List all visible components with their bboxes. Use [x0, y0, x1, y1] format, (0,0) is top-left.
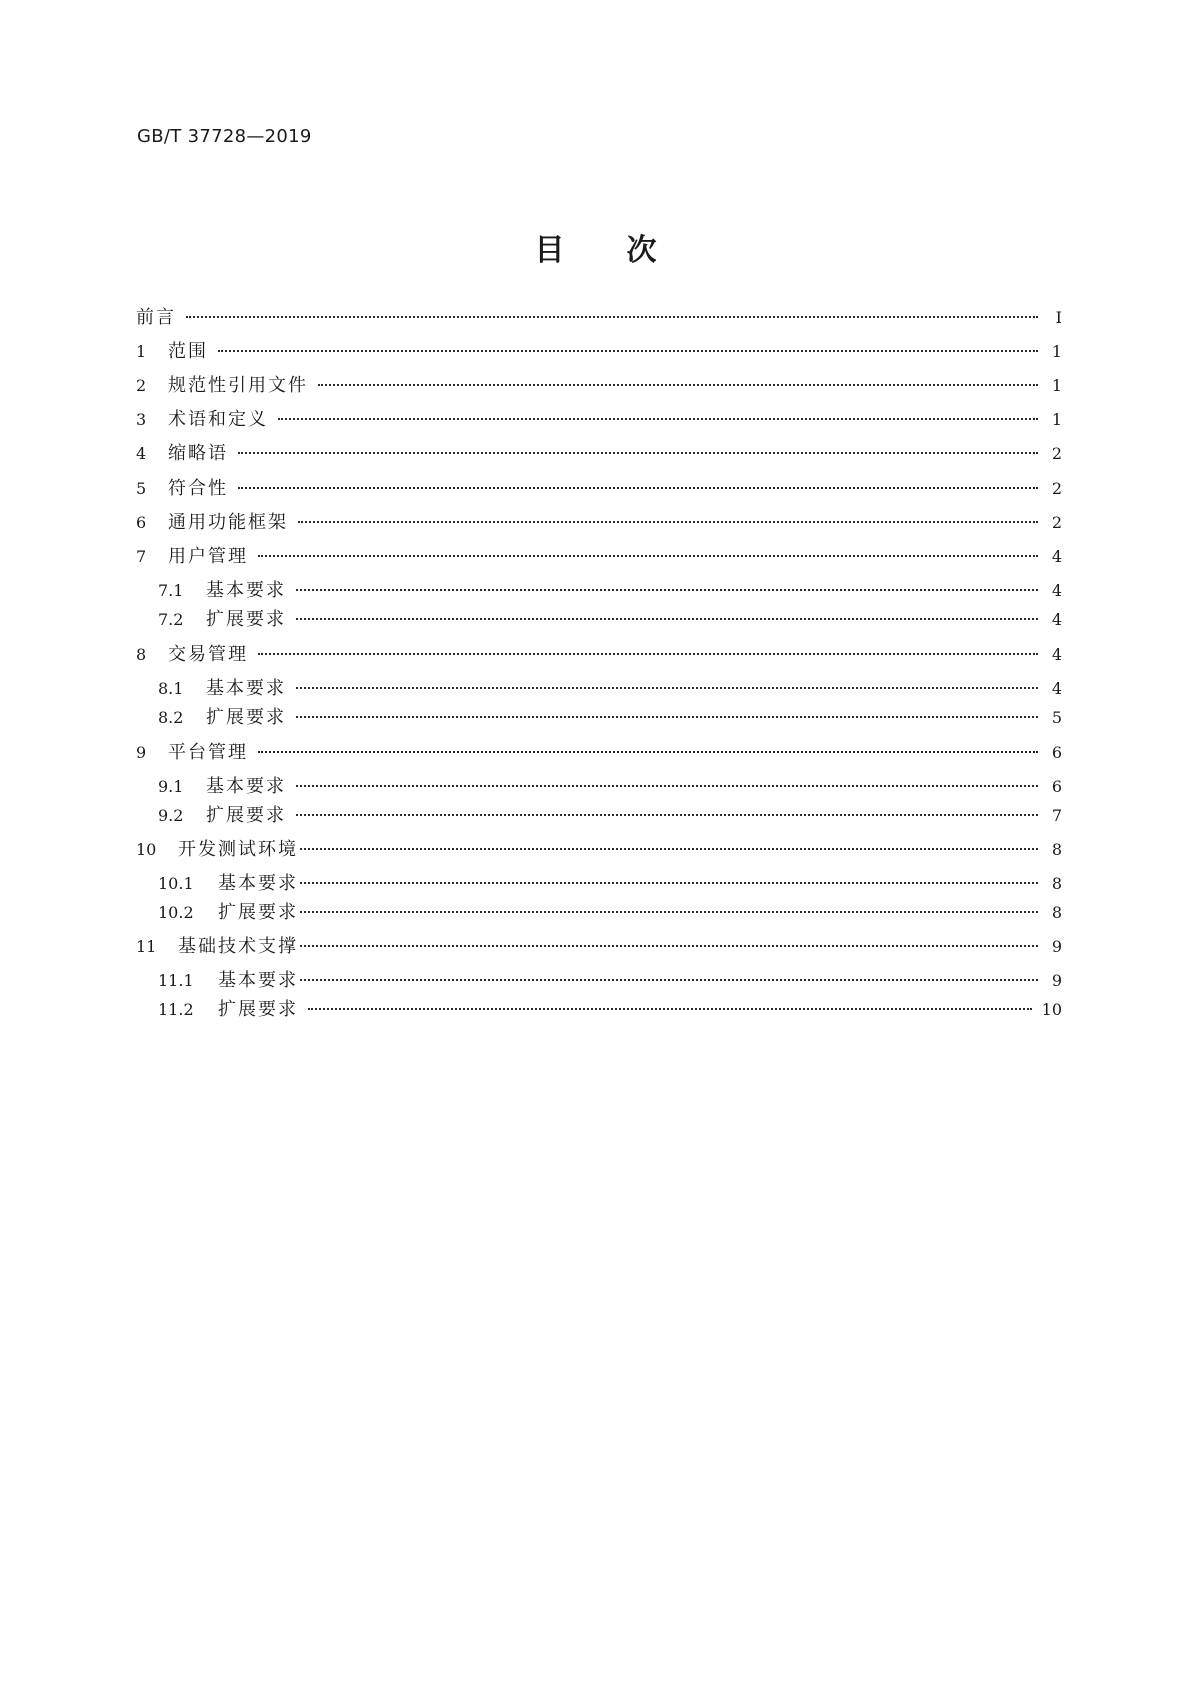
toc-entry[interactable]: [136, 407, 1062, 433]
toc-entry-page: 4: [1051, 610, 1062, 629]
toc-entry-label: 术语和定义: [168, 409, 268, 430]
toc-dot-leader: [298, 520, 1038, 523]
toc-entry-number: 7.2: [158, 610, 184, 629]
toc-entry-label: 扩展要求: [218, 999, 298, 1020]
toc-entry-number: 10: [136, 840, 157, 859]
toc-entry[interactable]: [136, 740, 1062, 766]
toc-dot-leader: [296, 784, 1038, 787]
toc-entry-number: 11.2: [158, 1000, 194, 1019]
toc-entry[interactable]: [158, 900, 1062, 926]
toc-entry-page: 4: [1051, 645, 1062, 664]
toc-entry-label: 基本要求: [218, 873, 298, 894]
toc-entry-number: 10.1: [158, 874, 194, 893]
toc-dot-leader: [300, 881, 1038, 884]
toc-dot-leader: [296, 715, 1038, 718]
toc-dot-leader: [218, 349, 1038, 352]
toc-entry-page: 2: [1051, 444, 1062, 463]
toc-entry[interactable]: [158, 803, 1062, 829]
toc-entry-page: 4: [1051, 547, 1062, 566]
toc-dot-leader: [300, 944, 1038, 947]
toc-entry-label: 基本要求: [218, 970, 298, 991]
toc-entry-page: 6: [1051, 743, 1062, 762]
toc-entry-page: 2: [1051, 479, 1062, 498]
toc-entry-label: 前言: [136, 307, 176, 328]
toc-entry-label: 基本要求: [206, 678, 286, 699]
toc-entry-number: 11.1: [158, 971, 194, 990]
toc-entry-label: 基本要求: [206, 776, 286, 797]
toc-entry[interactable]: [136, 934, 1062, 960]
toc-entry-label: 扩展要求: [206, 609, 286, 630]
toc-entry-number: 11: [136, 937, 157, 956]
toc-entry[interactable]: [136, 837, 1062, 863]
toc-dot-leader: [300, 847, 1038, 850]
toc-dot-leader: [258, 652, 1038, 655]
toc-entry-page: 4: [1051, 679, 1062, 698]
toc-entry-page: 7: [1051, 806, 1062, 825]
toc-entry-page: 8: [1051, 874, 1062, 893]
toc-entry-number: 9: [136, 743, 147, 762]
toc-entry-label: 交易管理: [168, 644, 248, 665]
toc-dot-leader: [308, 1007, 1032, 1010]
toc-entry-number: 1: [136, 342, 147, 361]
toc-entry-label: 用户管理: [168, 546, 248, 567]
toc-entry-page: 1: [1051, 410, 1062, 429]
toc-dot-leader: [318, 383, 1038, 386]
toc-entry[interactable]: [136, 339, 1062, 365]
toc-entry-label: 缩略语: [168, 443, 228, 464]
toc-entry-number: 9.2: [158, 806, 184, 825]
toc-entry[interactable]: [136, 373, 1062, 399]
toc-entry-label: 扩展要求: [218, 902, 298, 923]
toc-entry-page: 4: [1051, 581, 1062, 600]
toc-entry[interactable]: [136, 544, 1062, 570]
toc-entry-page: Ⅰ: [1055, 308, 1062, 327]
toc-entry[interactable]: [136, 476, 1062, 502]
toc-entry-number: 8: [136, 645, 147, 664]
toc-entry[interactable]: [158, 705, 1062, 731]
toc-entry[interactable]: [158, 774, 1062, 800]
toc-entry-page: 9: [1051, 937, 1062, 956]
toc-entry-page: 2: [1051, 513, 1062, 532]
toc-entry-label: 通用功能框架: [168, 512, 288, 533]
toc-entry-label: 扩展要求: [206, 805, 286, 826]
toc-entry[interactable]: [158, 578, 1062, 604]
toc-dot-leader: [296, 813, 1038, 816]
toc-dot-leader: [300, 978, 1038, 981]
toc-dot-leader: [258, 554, 1038, 557]
toc-entry-number: 4: [136, 444, 147, 463]
toc-entry-label: 基本要求: [206, 580, 286, 601]
toc-entry[interactable]: [136, 510, 1062, 536]
toc-entry-number: 7.1: [158, 581, 184, 600]
toc-entry-page: 6: [1051, 777, 1062, 796]
toc-entry[interactable]: [158, 607, 1062, 633]
toc-title: 目次: [534, 233, 719, 268]
document-code: GB/T 37728—2019: [137, 126, 312, 147]
toc-entry-number: 7: [136, 547, 147, 566]
toc-dot-leader: [278, 417, 1038, 420]
toc-dot-leader: [238, 451, 1038, 454]
toc-entry-page: 8: [1051, 840, 1062, 859]
toc-dot-leader: [300, 910, 1038, 913]
toc-entry-page: 10: [1041, 1000, 1062, 1019]
toc-entry-number: 3: [136, 410, 147, 429]
toc-dot-leader: [296, 617, 1038, 620]
toc-entry-page: 1: [1051, 376, 1062, 395]
toc-entry[interactable]: [136, 441, 1062, 467]
toc-entry-label: 符合性: [168, 478, 228, 499]
toc-entry-label: 范围: [168, 341, 208, 362]
toc-entry-page: 9: [1051, 971, 1062, 990]
toc-entry-label: 平台管理: [168, 742, 248, 763]
toc-entry[interactable]: [158, 968, 1062, 994]
toc-dot-leader: [296, 686, 1038, 689]
toc-dot-leader: [186, 315, 1038, 318]
toc-entry-number: 6: [136, 513, 147, 532]
toc-dot-leader: [238, 486, 1038, 489]
toc-entry-label: 规范性引用文件: [168, 375, 308, 396]
toc-entry-number: 2: [136, 376, 147, 395]
toc-entry[interactable]: [158, 871, 1062, 897]
toc-entry-page: 8: [1051, 903, 1062, 922]
toc-entry[interactable]: [158, 676, 1062, 702]
toc-dot-leader: [296, 588, 1038, 591]
toc-entry-label: 基础技术支撑: [178, 936, 298, 957]
toc-entry-number: 8.2: [158, 708, 184, 727]
toc-entry[interactable]: [136, 305, 1062, 331]
toc-dot-leader: [258, 750, 1038, 753]
toc-entry-label: 开发测试环境: [178, 839, 298, 860]
toc-entry-page: 1: [1051, 342, 1062, 361]
toc-entry[interactable]: [136, 642, 1062, 668]
toc-entry-number: 8.1: [158, 679, 184, 698]
toc-entry-number: 10.2: [158, 903, 194, 922]
toc-entry-number: 9.1: [158, 777, 184, 796]
toc-entry-number: 5: [136, 479, 147, 498]
toc-entry[interactable]: [158, 997, 1062, 1023]
toc-entry-page: 5: [1051, 708, 1062, 727]
toc-entry-label: 扩展要求: [206, 707, 286, 728]
